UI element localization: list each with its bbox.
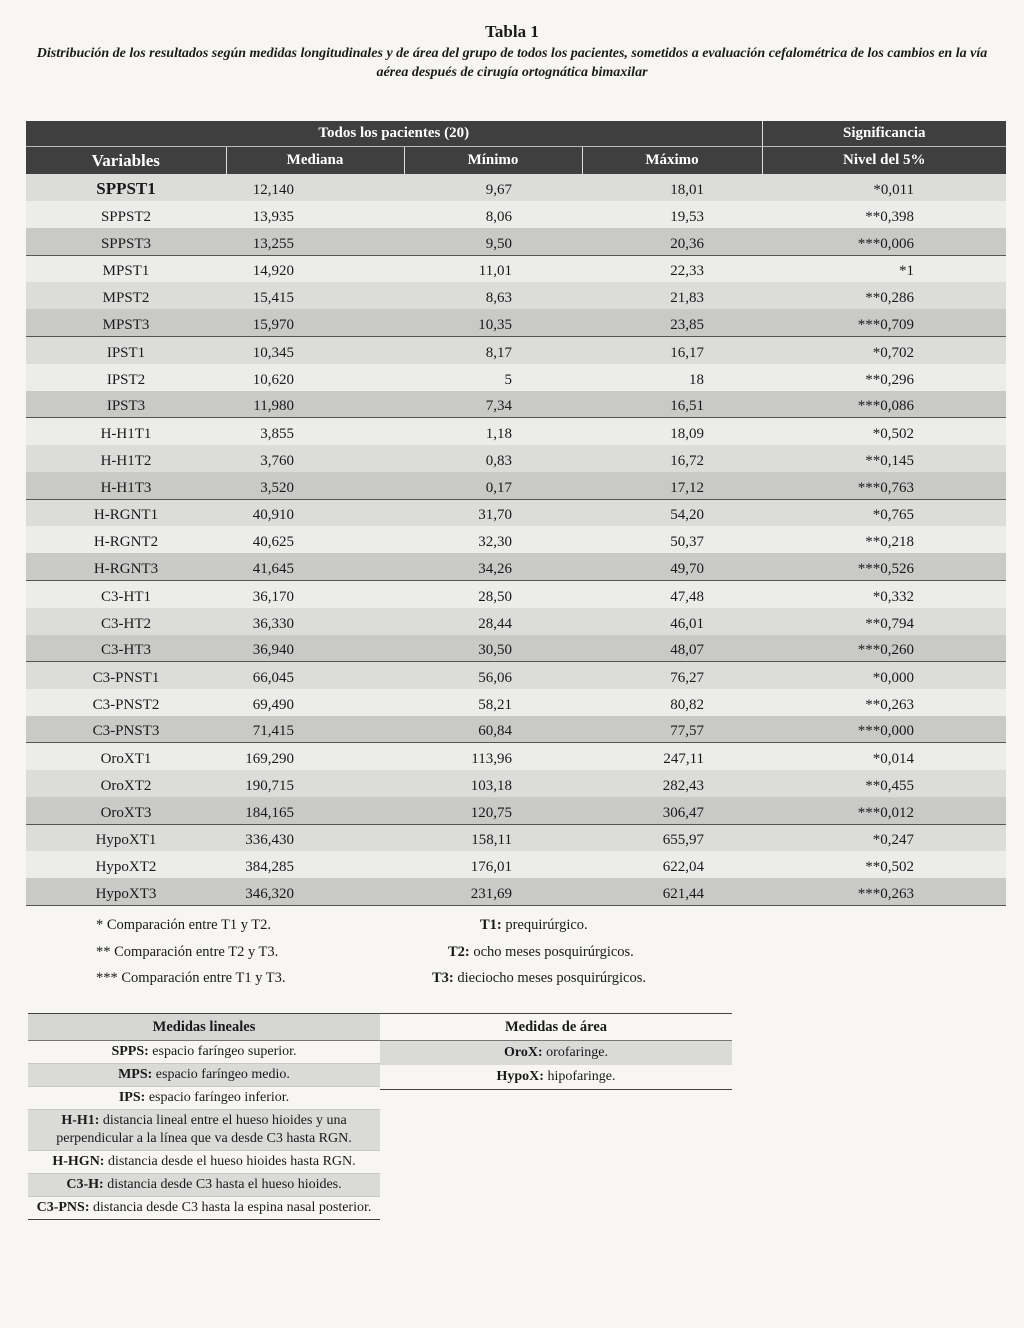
note-key: T3:	[432, 970, 454, 986]
note-item	[430, 965, 730, 992]
legend-value: distancia desde C3 hasta el hueso hioides.	[103, 1177, 342, 1192]
note-item: * Comparación entre T1 y T2.	[96, 917, 272, 933]
cell-mediana: 71,415	[226, 716, 404, 743]
cell-maximo: 306,47	[582, 797, 762, 824]
table-row	[26, 255, 1006, 282]
cell-mediana: 3,760	[226, 445, 404, 472]
cell-maximo: 16,72	[582, 445, 762, 472]
cell-significance: *0,502	[762, 418, 1006, 445]
legend-value: orofaringe.	[542, 1045, 608, 1060]
results-table	[26, 121, 1006, 906]
legend-row	[28, 1087, 380, 1110]
cell-maximo: 282,43	[582, 770, 762, 797]
cell-variable: H-H1T3	[26, 472, 226, 499]
cell-variable: HypoXT1	[26, 824, 226, 851]
table-row	[26, 770, 1006, 797]
group-header: Todos los pacientes (20)	[26, 121, 762, 147]
table-row	[26, 337, 1006, 364]
col-header-nivel: Nivel del 5%	[762, 147, 1006, 175]
legend-row	[28, 1110, 380, 1151]
table-row	[26, 445, 1006, 472]
cell-variable: SPPST1	[26, 174, 226, 201]
cell-variable: SPPST3	[26, 228, 226, 255]
note-key: T1:	[480, 917, 502, 933]
cell-maximo: 20,36	[582, 228, 762, 255]
table-row	[26, 635, 1006, 662]
legend-row	[28, 1041, 380, 1064]
table-row	[26, 499, 1006, 526]
time-notes	[430, 912, 730, 992]
note-item	[430, 939, 730, 966]
cell-mediana: 15,970	[226, 309, 404, 336]
cell-significance: ***0,006	[762, 228, 1006, 255]
cell-minimo: 120,75	[404, 797, 582, 824]
legend-item	[380, 1065, 732, 1090]
cell-minimo: 1,18	[404, 418, 582, 445]
cell-maximo: 18,01	[582, 174, 762, 201]
cell-variable: IPST3	[26, 391, 226, 418]
legend-value: distancia lineal entre el hueso hioides y una perpendicular a la línea que va desde C3 hasta RGN.	[56, 1113, 352, 1146]
cell-maximo: 80,82	[582, 689, 762, 716]
note-item	[430, 912, 730, 939]
table-row	[26, 309, 1006, 336]
cell-maximo: 47,48	[582, 580, 762, 607]
cell-minimo: 28,50	[404, 580, 582, 607]
cell-minimo: 103,18	[404, 770, 582, 797]
table-row	[26, 174, 1006, 201]
legend-key: HypoX:	[496, 1069, 544, 1084]
cell-maximo: 18,09	[582, 418, 762, 445]
cell-minimo: 5	[404, 364, 582, 391]
table-row	[26, 472, 1006, 499]
cell-minimo: 31,70	[404, 499, 582, 526]
col-header-variables: Variables	[26, 147, 226, 175]
legend-key: C3-H:	[66, 1177, 104, 1192]
cell-maximo: 655,97	[582, 824, 762, 851]
legend-item	[28, 1174, 380, 1197]
legend-value: espacio faríngeo superior.	[148, 1044, 297, 1059]
table-row	[26, 689, 1006, 716]
cell-mediana: 66,045	[226, 662, 404, 689]
cell-minimo: 0,17	[404, 472, 582, 499]
cell-maximo: 54,20	[582, 499, 762, 526]
legend-key: C3-PNS:	[36, 1200, 90, 1215]
linear-measures-legend	[28, 1013, 380, 1220]
cell-mediana: 36,330	[226, 608, 404, 635]
table-row	[26, 608, 1006, 635]
table-row	[26, 526, 1006, 553]
legend-item	[28, 1087, 380, 1110]
legend-item	[28, 1064, 380, 1087]
cell-significance: *0,247	[762, 824, 1006, 851]
cell-significance: **0,398	[762, 201, 1006, 228]
cell-mediana: 40,910	[226, 499, 404, 526]
cell-significance: **0,502	[762, 851, 1006, 878]
legend-row	[28, 1064, 380, 1087]
cell-variable: OroXT3	[26, 797, 226, 824]
cell-maximo: 48,07	[582, 635, 762, 662]
cell-maximo: 16,17	[582, 337, 762, 364]
legend-value: distancia desde C3 hasta la espina nasal posterior.	[89, 1200, 372, 1215]
cell-minimo: 30,50	[404, 635, 582, 662]
cell-maximo: 19,53	[582, 201, 762, 228]
cell-maximo: 21,83	[582, 282, 762, 309]
significance-header: Significancia	[762, 121, 1006, 147]
legend-key: SPPS:	[111, 1044, 149, 1059]
cell-significance: *0,702	[762, 337, 1006, 364]
legend-value: espacio faríngeo medio.	[152, 1067, 290, 1082]
table-subtitle: Distribución de los resultados según medidas longitudinales y de área del grupo de todos los pacientes, sometidos a evaluación cefalométrica de los cambios en la vía aérea después de cirugía ortognática bimaxilar	[36, 46, 988, 80]
cell-significance: **0,455	[762, 770, 1006, 797]
legend-value: distancia desde el hueso hioides hasta RGN.	[104, 1154, 356, 1169]
cell-mediana: 41,645	[226, 553, 404, 580]
cell-mediana: 14,920	[226, 255, 404, 282]
table-row	[26, 851, 1006, 878]
cell-minimo: 7,34	[404, 391, 582, 418]
cell-mediana: 13,255	[226, 228, 404, 255]
cell-minimo: 8,63	[404, 282, 582, 309]
table-row	[26, 878, 1006, 905]
cell-significance: **0,263	[762, 689, 1006, 716]
table-row	[26, 580, 1006, 607]
cell-mediana: 69,490	[226, 689, 404, 716]
cell-variable: MPST2	[26, 282, 226, 309]
cell-significance: ***0,086	[762, 391, 1006, 418]
cell-maximo: 50,37	[582, 526, 762, 553]
cell-variable: H-H1T2	[26, 445, 226, 472]
cell-variable: H-RGNT3	[26, 553, 226, 580]
cell-minimo: 9,50	[404, 228, 582, 255]
cell-variable: H-RGNT1	[26, 499, 226, 526]
cell-variable: HypoXT3	[26, 878, 226, 905]
legend-row	[380, 1065, 732, 1090]
cell-mediana: 11,980	[226, 391, 404, 418]
cell-variable: HypoXT2	[26, 851, 226, 878]
legend-item	[28, 1151, 380, 1174]
cell-variable: C3-PNST2	[26, 689, 226, 716]
cell-mediana: 10,620	[226, 364, 404, 391]
table-row	[26, 824, 1006, 851]
area-legend-header: Medidas de área	[380, 1014, 732, 1041]
table-row	[26, 797, 1006, 824]
cell-significance: *0,332	[762, 580, 1006, 607]
note-value: prequirúrgico.	[501, 917, 588, 933]
cell-variable: MPST1	[26, 255, 226, 282]
cell-variable: C3-HT2	[26, 608, 226, 635]
table-row	[26, 391, 1006, 418]
cell-maximo: 77,57	[582, 716, 762, 743]
cell-minimo: 10,35	[404, 309, 582, 336]
cell-mediana: 36,940	[226, 635, 404, 662]
cell-minimo: 8,06	[404, 201, 582, 228]
legend-key: MPS:	[118, 1067, 153, 1082]
cell-maximo: 16,51	[582, 391, 762, 418]
cell-mediana: 13,935	[226, 201, 404, 228]
note-value: ocho meses posquirúrgicos.	[469, 943, 634, 960]
cell-mediana: 169,290	[226, 743, 404, 770]
cell-significance: ***0,763	[762, 472, 1006, 499]
cell-minimo: 176,01	[404, 851, 582, 878]
legend-value: espacio faríngeo inferior.	[145, 1090, 290, 1105]
cell-variable: C3-PNST1	[26, 662, 226, 689]
cell-mediana: 336,430	[226, 824, 404, 851]
cell-minimo: 11,01	[404, 255, 582, 282]
cell-variable: OroXT2	[26, 770, 226, 797]
legend-row	[28, 1197, 380, 1220]
cell-variable: OroXT1	[26, 743, 226, 770]
cell-variable: C3-PNST3	[26, 716, 226, 743]
legend-row	[28, 1151, 380, 1174]
cell-mediana: 190,715	[226, 770, 404, 797]
cell-minimo: 56,06	[404, 662, 582, 689]
cell-variable: SPPST2	[26, 201, 226, 228]
cell-minimo: 9,67	[404, 174, 582, 201]
cell-mediana: 36,170	[226, 580, 404, 607]
linear-legend-header: Medidas lineales	[28, 1014, 380, 1041]
cell-mediana: 346,320	[226, 878, 404, 905]
cell-significance: **0,218	[762, 526, 1006, 553]
cell-variable: IPST2	[26, 364, 226, 391]
cell-significance: *1	[762, 255, 1006, 282]
note-item: *** Comparación entre T1 y T3.	[96, 970, 286, 986]
cell-mediana: 15,415	[226, 282, 404, 309]
cell-significance: ***0,260	[762, 635, 1006, 662]
cell-variable: C3-HT3	[26, 635, 226, 662]
cell-maximo: 49,70	[582, 553, 762, 580]
cell-mediana: 40,625	[226, 526, 404, 553]
cell-variable: IPST1	[26, 337, 226, 364]
area-measures-legend	[380, 1013, 732, 1090]
cell-variable: H-H1T1	[26, 418, 226, 445]
table-row	[26, 364, 1006, 391]
cell-maximo: 622,04	[582, 851, 762, 878]
cell-minimo: 231,69	[404, 878, 582, 905]
table-row	[26, 282, 1006, 309]
cell-mediana: 12,140	[226, 174, 404, 201]
col-header-minimo: Mínimo	[404, 147, 582, 175]
cell-maximo: 18	[582, 364, 762, 391]
cell-significance: **0,286	[762, 282, 1006, 309]
col-header-maximo: Máximo	[582, 147, 762, 175]
cell-significance: *0,011	[762, 174, 1006, 201]
cell-maximo: 247,11	[582, 743, 762, 770]
cell-significance: *0,000	[762, 662, 1006, 689]
table-body	[26, 174, 1006, 906]
cell-maximo: 17,12	[582, 472, 762, 499]
legend-key: OroX:	[504, 1045, 543, 1060]
cell-significance: ***0,526	[762, 553, 1006, 580]
note-value: dieciocho meses posquirúrgicos.	[453, 970, 646, 986]
table-row	[26, 743, 1006, 770]
table-row	[26, 418, 1006, 445]
col-header-mediana: Mediana	[226, 147, 404, 175]
cell-maximo: 46,01	[582, 608, 762, 635]
cell-significance: ***0,012	[762, 797, 1006, 824]
legend-row	[28, 1174, 380, 1197]
cell-variable: MPST3	[26, 309, 226, 336]
legend-key: H-H1:	[61, 1113, 100, 1128]
legend-item	[380, 1041, 732, 1066]
cell-maximo: 76,27	[582, 662, 762, 689]
legend-row	[380, 1041, 732, 1066]
cell-variable: H-RGNT2	[26, 526, 226, 553]
cell-minimo: 60,84	[404, 716, 582, 743]
legend-item	[28, 1041, 380, 1064]
note-key: T2:	[448, 943, 470, 960]
cell-significance: **0,794	[762, 608, 1006, 635]
legend-key: IPS:	[118, 1090, 146, 1105]
cell-mediana: 184,165	[226, 797, 404, 824]
legend-item	[28, 1110, 380, 1151]
cell-minimo: 28,44	[404, 608, 582, 635]
significance-notes	[96, 912, 286, 992]
cell-maximo: 22,33	[582, 255, 762, 282]
cell-significance: ***0,263	[762, 878, 1006, 905]
table-title: Tabla 1	[485, 22, 539, 41]
note-item: ** Comparación entre T2 y T3.	[96, 943, 279, 960]
cell-minimo: 113,96	[404, 743, 582, 770]
cell-significance: **0,145	[762, 445, 1006, 472]
cell-mediana: 3,520	[226, 472, 404, 499]
cell-maximo: 23,85	[582, 309, 762, 336]
cell-minimo: 32,30	[404, 526, 582, 553]
cell-mediana: 10,345	[226, 337, 404, 364]
cell-significance: **0,296	[762, 364, 1006, 391]
legend-value: hipofaringe.	[543, 1069, 616, 1084]
cell-minimo: 58,21	[404, 689, 582, 716]
table-row	[26, 662, 1006, 689]
table-row	[26, 553, 1006, 580]
table-row	[26, 228, 1006, 255]
cell-minimo: 158,11	[404, 824, 582, 851]
cell-minimo: 0,83	[404, 445, 582, 472]
cell-significance: *0,765	[762, 499, 1006, 526]
cell-significance: ***0,000	[762, 716, 1006, 743]
cell-mediana: 384,285	[226, 851, 404, 878]
cell-minimo: 8,17	[404, 337, 582, 364]
cell-significance: ***0,709	[762, 309, 1006, 336]
cell-mediana: 3,855	[226, 418, 404, 445]
cell-maximo: 621,44	[582, 878, 762, 905]
legend-key: H-HGN:	[52, 1154, 105, 1169]
table-row	[26, 201, 1006, 228]
cell-minimo: 34,26	[404, 553, 582, 580]
table-row	[26, 716, 1006, 743]
cell-significance: *0,014	[762, 743, 1006, 770]
legend-item	[28, 1197, 380, 1220]
cell-variable: C3-HT1	[26, 580, 226, 607]
